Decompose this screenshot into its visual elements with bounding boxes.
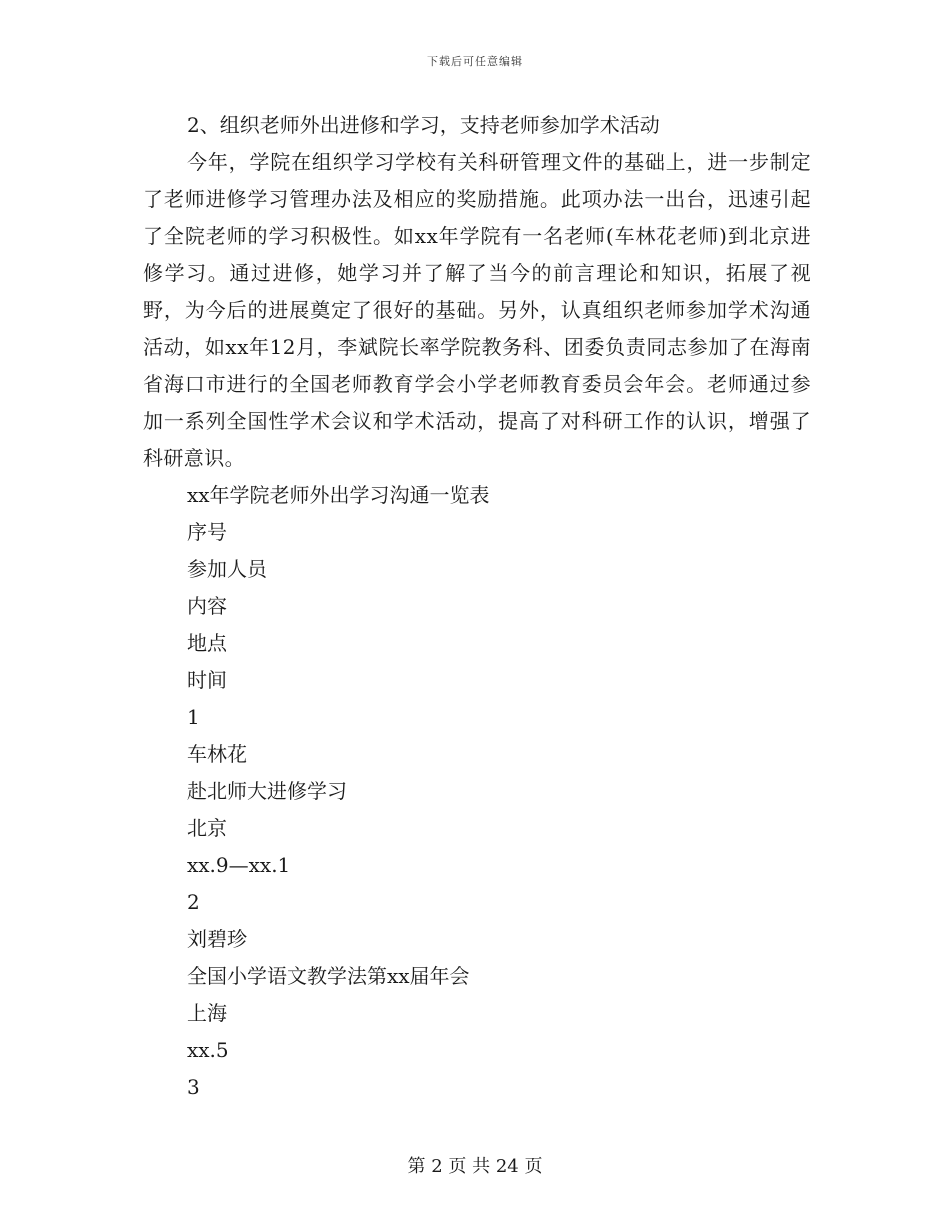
table-header-cell: 序号 <box>187 520 227 544</box>
table-cell: xx.5 <box>187 1038 229 1062</box>
table-title: xx年学院老师外出学习沟通一览表 <box>187 483 490 507</box>
table-cell: xx.9—xx.1 <box>187 853 291 877</box>
page-footer: 第 2 页 共 24 页 <box>407 1156 543 1177</box>
table-cell: 上海 <box>187 1001 227 1025</box>
table-as-lines <box>143 477 811 1106</box>
table-cell: 2 <box>187 890 200 914</box>
table-cell: 1 <box>187 705 200 729</box>
header-note: 下载后可任意编辑 <box>427 55 523 68</box>
table-cell: 刘碧珍 <box>187 927 247 951</box>
section-heading: 2、组织老师外出进修和学习，支持老师参加学术活动 <box>187 113 660 137</box>
table-header-cell: 时间 <box>187 668 227 692</box>
document-body <box>143 107 811 1106</box>
body-paragraph: 今年，学院在组织学习学校有关科研管理文件的基础上，进一步制定了老师进修学习管理办法及相应的奖励措施。此项办法一出台，迅速引起了全院老师的学习积极性。如xx年学院有一名老师(车林花老师)到北京进修学习。通过进修，她学习并了解了当今的前言理论和知识，拓展了视野，为今后的进展奠定了很好的基础。另外，认真组织老师参加学术沟通活动，如xx年12月，李斌院长率学院教务科、团委负责同志参加了在海南省海口市进行的全国老师教育学会小学老师教育委员会年会。老师通过参加一系列全国性学术会议和学术活动，提高了对科研工作的认识，增强了科研意识。 <box>143 150 811 470</box>
table-header-cell: 内容 <box>187 594 227 618</box>
table-cell: 北京 <box>187 816 227 840</box>
table-cell: 车林花 <box>187 742 247 766</box>
table-cell: 全国小学语文教学法第xx届年会 <box>187 964 470 988</box>
table-cell: 赴北师大进修学习 <box>187 779 347 803</box>
table-header-cell: 地点 <box>187 631 227 655</box>
table-cell: 3 <box>187 1075 200 1099</box>
table-header-cell: 参加人员 <box>187 557 267 581</box>
